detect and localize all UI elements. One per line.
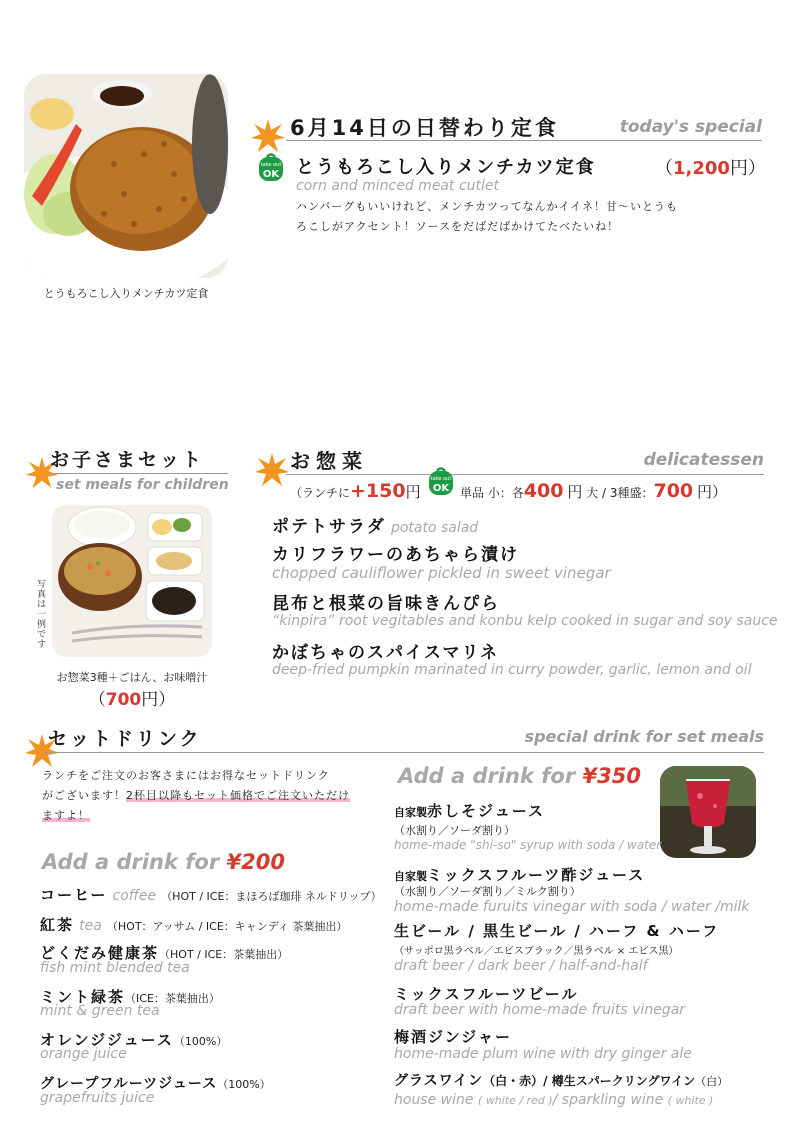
deli-heading: お惣菜 (290, 449, 368, 473)
deli-divider (286, 474, 764, 475)
drink350-note: （水割り／ソーダ割り／ミルク割り） (394, 885, 581, 898)
svg-text:take out: take out (260, 162, 282, 168)
deli-item-en: chopped cauliflower pickled in sweet vinegar (272, 564, 611, 582)
shiso-juice-photo (660, 766, 756, 858)
daily-heading: 6月14日の日替わり定食 (290, 116, 559, 140)
star-icon (254, 452, 290, 488)
drink-item: ミント緑茶（ICE：茶葉抽出） (40, 988, 220, 1006)
add-drink-200-title: Add a drink for ¥200 (42, 850, 285, 874)
kids-divider (50, 473, 228, 474)
drink350-item: ミックスフルーツビール (394, 985, 579, 1003)
drink350-item: 自家製ミックスフルーツ酢ジュース (394, 866, 646, 884)
drink350-en: home-made "shi-so" syrup with soda / water (394, 838, 662, 852)
drink-item: オレンジジュース（100%） (40, 1031, 228, 1049)
drink-item: コーヒー coffee （HOT / ICE：まほろば珈琲 ネルドリップ） (40, 886, 382, 904)
drink350-en: draft beer / dark beer / half-and-half (394, 958, 648, 974)
daily-dish-photo (24, 74, 228, 278)
svg-text:take out: take out (430, 476, 452, 482)
drink-item-en: fish mint blended tea (40, 960, 190, 976)
drink-item-en: grapefruits juice (40, 1090, 155, 1106)
deli-item: ポテトサラダ potato salad (272, 517, 479, 537)
drink350-item: 生ビール / 黒生ビール / ハーフ & ハーフ (394, 922, 720, 940)
svg-text:OK: OK (432, 483, 450, 494)
drink350-en: draft beer with home-made fruits vinegar (394, 1002, 686, 1018)
drink350-en: home-made furuits vinegar with soda / water /milk (394, 899, 750, 915)
drink350-note: （サッポロ黒ラベル／エビスブラック／黒ラベル × エビス黒） (394, 946, 679, 957)
wine-item-en: house wine ( white / red )/ sparkling wine ( white ) (394, 1092, 714, 1108)
drink350-item: 自家製赤しそジュース (394, 802, 545, 820)
deli-price-line: （ランチに+150円 (290, 480, 421, 502)
deli-item-en: deep-fried pumpkin marinated in curry powder, garlic, lemon and oil (272, 662, 752, 678)
deli-heading-en: delicatessen (643, 450, 764, 470)
add-drink-350-title: Add a drink for ¥350 (398, 764, 641, 788)
drinks-heading: セットドリンク (48, 728, 202, 750)
takeout-ok-badge (428, 466, 454, 496)
daily-divider (286, 140, 762, 141)
svg-text:OK: OK (262, 169, 280, 180)
deli-item-jp: 昆布と根菜の旨味きんぴら (272, 594, 500, 614)
drink-item: グレープフルーツジュース（100%） (40, 1076, 271, 1092)
daily-dish-name: とうもろこし入りメンチカツ定食 (296, 157, 596, 178)
daily-photo-caption: とうもろこし入りメンチカツ定食 (43, 287, 209, 300)
daily-dish-en: corn and minced meat cutlet (296, 178, 499, 194)
drink-item: 紅茶 tea （HOT：アッサム / ICE：キャンディ 茶葉抽出） (40, 916, 348, 934)
takeout-ok-badge (258, 152, 284, 182)
drinks-divider (44, 752, 764, 753)
deli-item-jp: かぼちゃのスパイスマリネ (272, 643, 500, 663)
drink350-note: （水割り／ソーダ割り） (394, 824, 515, 837)
deli-item-jp: カリフラワーのあちゃら漬け (272, 545, 519, 565)
wine-item: グラスワイン（白・赤）/ 樽生スパークリングワイン（白） (394, 1073, 729, 1089)
kids-heading: お子さまセット (50, 449, 205, 471)
kids-photo-note: 写真は一例です (37, 580, 47, 650)
drinks-heading-en: special drink for set meals (524, 727, 764, 746)
kids-desc: お惣菜3種＋ごはん、お味噌汁 (56, 671, 208, 684)
daily-heading-en: today's special (619, 117, 762, 137)
kids-heading-en: set meals for children (56, 477, 229, 493)
kids-price: （700円） (88, 690, 176, 710)
drink350-en: home-made plum wine with dry ginger ale (394, 1046, 692, 1062)
daily-desc-line2: ろこしがアクセント！ソースをだばだばかけてたべたいね！ (296, 220, 620, 233)
deli-single-price: 単品 小：各400 円 大 / 3種盛：700 円） (460, 480, 727, 502)
daily-desc-line1: ハンバーグもいいけれど、メンチカツってなんかイイネ！甘〜いとうも (296, 200, 679, 213)
kids-set-photo (52, 505, 212, 657)
drink-item-en: orange juice (40, 1046, 127, 1062)
deli-item-en: “kinpira” root vegitables and konbu kelp cooked in sugar and soy sauce (272, 613, 778, 629)
daily-price: （1,200円） (655, 158, 766, 179)
drink350-item: 梅酒ジンジャー (394, 1028, 512, 1046)
drinks-intro: ランチをご注文のお客さまにはお得なセットドリンク がございます！2杯目以降もセット価格でご注文いただけ ますよ！ (42, 769, 350, 822)
star-icon (250, 118, 286, 154)
drink-item-en: mint & green tea (40, 1003, 160, 1019)
drink-item: どくだみ健康茶（HOT / ICE：茶葉抽出） (40, 944, 289, 962)
